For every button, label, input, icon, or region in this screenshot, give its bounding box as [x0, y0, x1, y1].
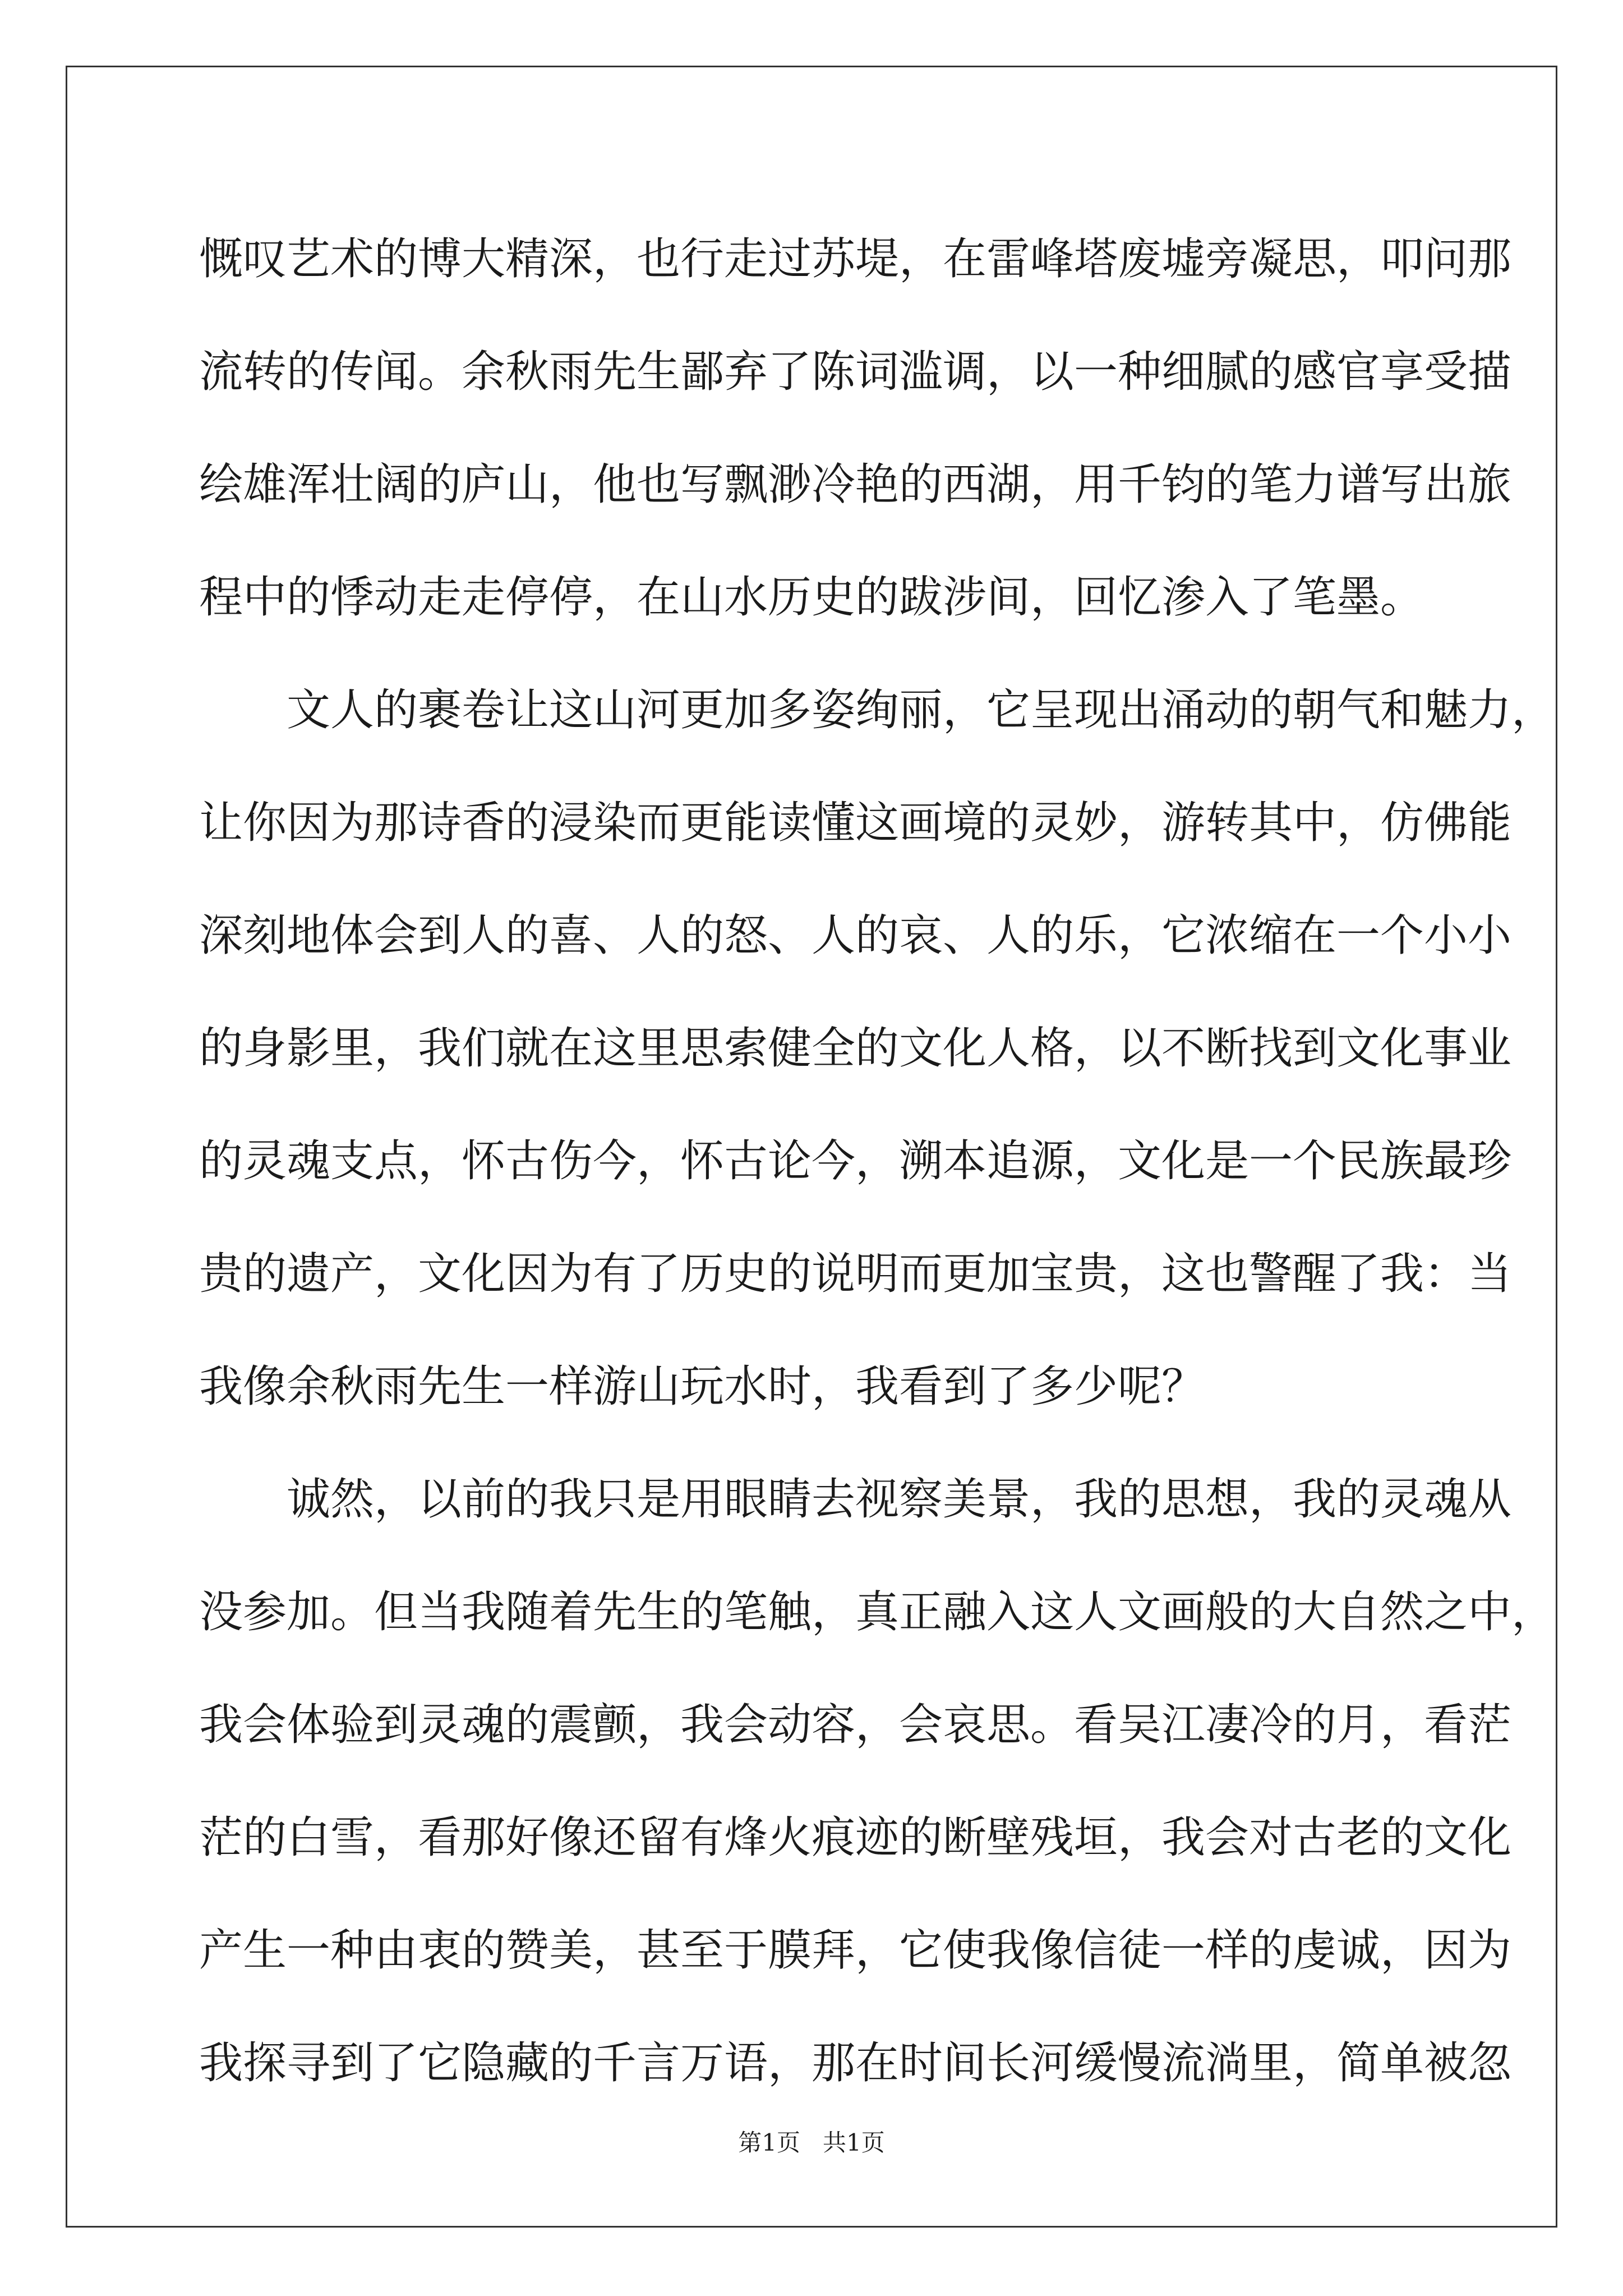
- text-line: 慨叹艺术的博大精深，也行走过苏堤，在雷峰塔废墟旁凝思，叩问那: [199, 234, 1512, 284]
- page-footer: 第1页 共1页: [738, 2129, 885, 2156]
- text-line: 没参加。但当我随着先生的笔触，真正融入这人文画般的大自然之中，: [199, 1587, 1556, 1637]
- text-line: 文人的裹卷让这山河更加多姿绚丽，它呈现出涌动的朝气和魅力，: [287, 685, 1556, 735]
- text-line: 茫的白雪，看那好像还留有烽火痕迹的断壁残垣，我会对古老的文化: [199, 1812, 1512, 1863]
- text-line: 深刻地体会到人的喜、人的怒、人的哀、人的乐，它浓缩在一个小小: [199, 910, 1512, 961]
- text-line: 的身影里，我们就在这里思索健全的文化人格，以不断找到文化事业: [199, 1023, 1512, 1074]
- text-line: 程中的悸动走走停停，在山水历史的跋涉间，回忆渗入了笔墨。: [199, 572, 1424, 623]
- text-line: 流转的传闻。余秋雨先生鄙弃了陈词滥调，以一种细腻的感官享受描: [199, 347, 1512, 397]
- text-line: 贵的遗产，文化因为有了历史的说明而更加宝贵，这也警醒了我：当: [199, 1249, 1512, 1299]
- text-line: 产生一种由衷的赞美，甚至于膜拜，它使我像信徒一样的虔诚，因为: [199, 1925, 1512, 1976]
- text-line: 让你因为那诗香的浸染而更能读懂这画境的灵妙，游转其中，仿佛能: [199, 798, 1512, 848]
- document-body: [199, 203, 1556, 2120]
- text-line: 我会体验到灵魂的震颤，我会动容，会哀思。看吴江凄冷的月，看茫: [199, 1700, 1512, 1750]
- text-line: 我探寻到了它隐藏的千言万语，那在时间长河缓慢流淌里，简单被忽: [199, 2038, 1512, 2088]
- text-line: 诚然，以前的我只是用眼睛去视察美景，我的思想，我的灵魂从: [287, 1474, 1512, 1525]
- text-line: 我像余秋雨先生一样游山玩水时，我看到了多少呢？: [199, 1361, 1206, 1412]
- text-line: 绘雄浑壮阔的庐山，他也写飘渺冷艳的西湖，用千钧的笔力谱写出旅: [199, 459, 1512, 510]
- text-line: 的灵魂支点，怀古伤今，怀古论今，溯本追源，文化是一个民族最珍: [199, 1136, 1512, 1186]
